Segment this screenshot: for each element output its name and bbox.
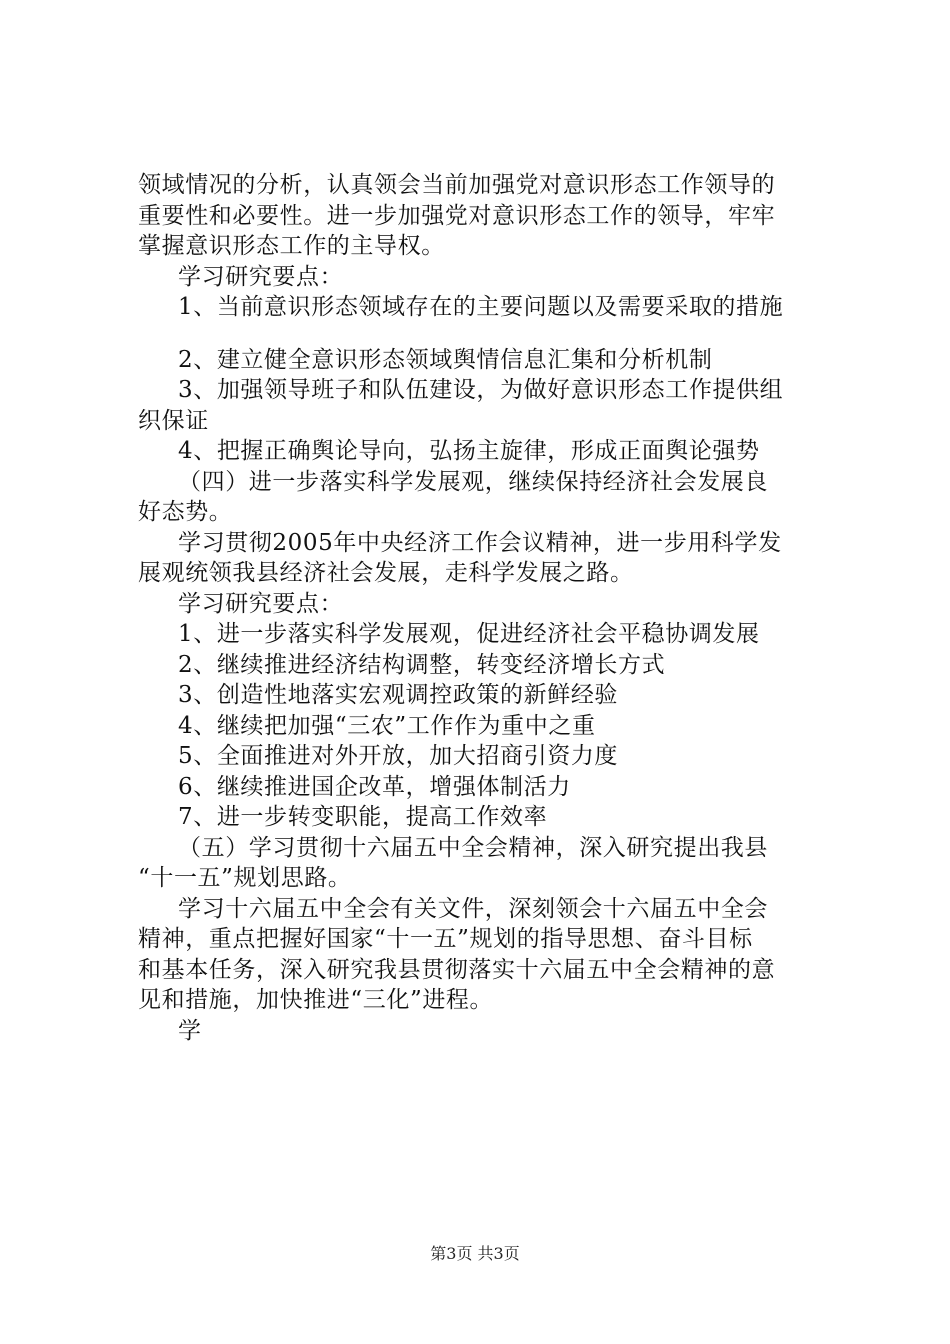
section-heading: （四）进一步落实科学发展观，继续保持经济社会发展良 bbox=[178, 468, 768, 495]
document-body bbox=[138, 170, 834, 1046]
list-item: 4、把握正确舆论导向，弘扬主旋律，形成正面舆论强势 bbox=[178, 438, 760, 464]
paragraph-line: 掌握意识形态工作的主导权。 bbox=[138, 233, 445, 259]
paragraph-line: 精神，重点把握好国家“十一五”规划的指导思想、奋斗目标 bbox=[138, 926, 753, 952]
page-footer: 第3页 共3页 bbox=[430, 1244, 520, 1263]
paragraph-line: 重要性和必要性。进一步加强党对意识形态工作的领导，牢牢 bbox=[138, 202, 776, 229]
list-item: 3、创造性地落实宏观调控政策的新鲜经验 bbox=[178, 682, 619, 708]
list-item: 6、继续推进国企改革，增强体制活力 bbox=[178, 773, 571, 800]
paragraph-line: 展观统领我县经济社会发展，走科学发展之路。 bbox=[138, 560, 634, 586]
paragraph-line: 学习贯彻2005年中央经济工作会议精神，进一步用科学发 bbox=[178, 529, 782, 556]
list-item: 2、建立健全意识形态领域舆情信息汇集和分析机制 bbox=[178, 346, 713, 373]
list-item: 5、全面推进对外开放，加大招商引资力度 bbox=[178, 743, 619, 769]
list-item: 1、当前意识形态领域存在的主要问题以及需要采取的措施 bbox=[178, 294, 784, 320]
list-item-continuation: 织保证 bbox=[138, 407, 209, 434]
blank-gap bbox=[138, 323, 834, 345]
section-subheading: 学习研究要点： bbox=[178, 263, 344, 290]
paragraph-line: 学 bbox=[178, 1017, 202, 1044]
section-heading-continuation: “十一五”规划思路。 bbox=[138, 865, 352, 891]
section-heading-continuation: 好态势。 bbox=[138, 499, 233, 525]
list-item: 2、继续推进经济结构调整，转变经济增长方式 bbox=[178, 651, 666, 678]
paragraph-line: 领域情况的分析，认真领会当前加强党对意识形态工作领导的 bbox=[138, 172, 776, 198]
section-subheading: 学习研究要点： bbox=[178, 590, 344, 617]
paragraph-line: 见和措施，加快推进“三化”进程。 bbox=[138, 987, 494, 1013]
list-item: 3、加强领导班子和队伍建设，为做好意识形态工作提供组 bbox=[178, 377, 784, 403]
paragraph-line: 学习十六届五中全会有关文件，深刻领会十六届五中全会 bbox=[178, 895, 768, 922]
section-heading: （五）学习贯彻十六届五中全会精神，深入研究提出我县 bbox=[178, 834, 768, 861]
list-item: 1、进一步落实科学发展观，促进经济社会平稳协调发展 bbox=[178, 621, 760, 647]
list-item: 4、继续把加强“三农”工作作为重中之重 bbox=[178, 712, 596, 739]
paragraph-line: 和基本任务，深入研究我县贯彻落实十六届五中全会精神的意 bbox=[138, 956, 776, 983]
list-item: 7、进一步转变职能，提高工作效率 bbox=[178, 804, 548, 830]
